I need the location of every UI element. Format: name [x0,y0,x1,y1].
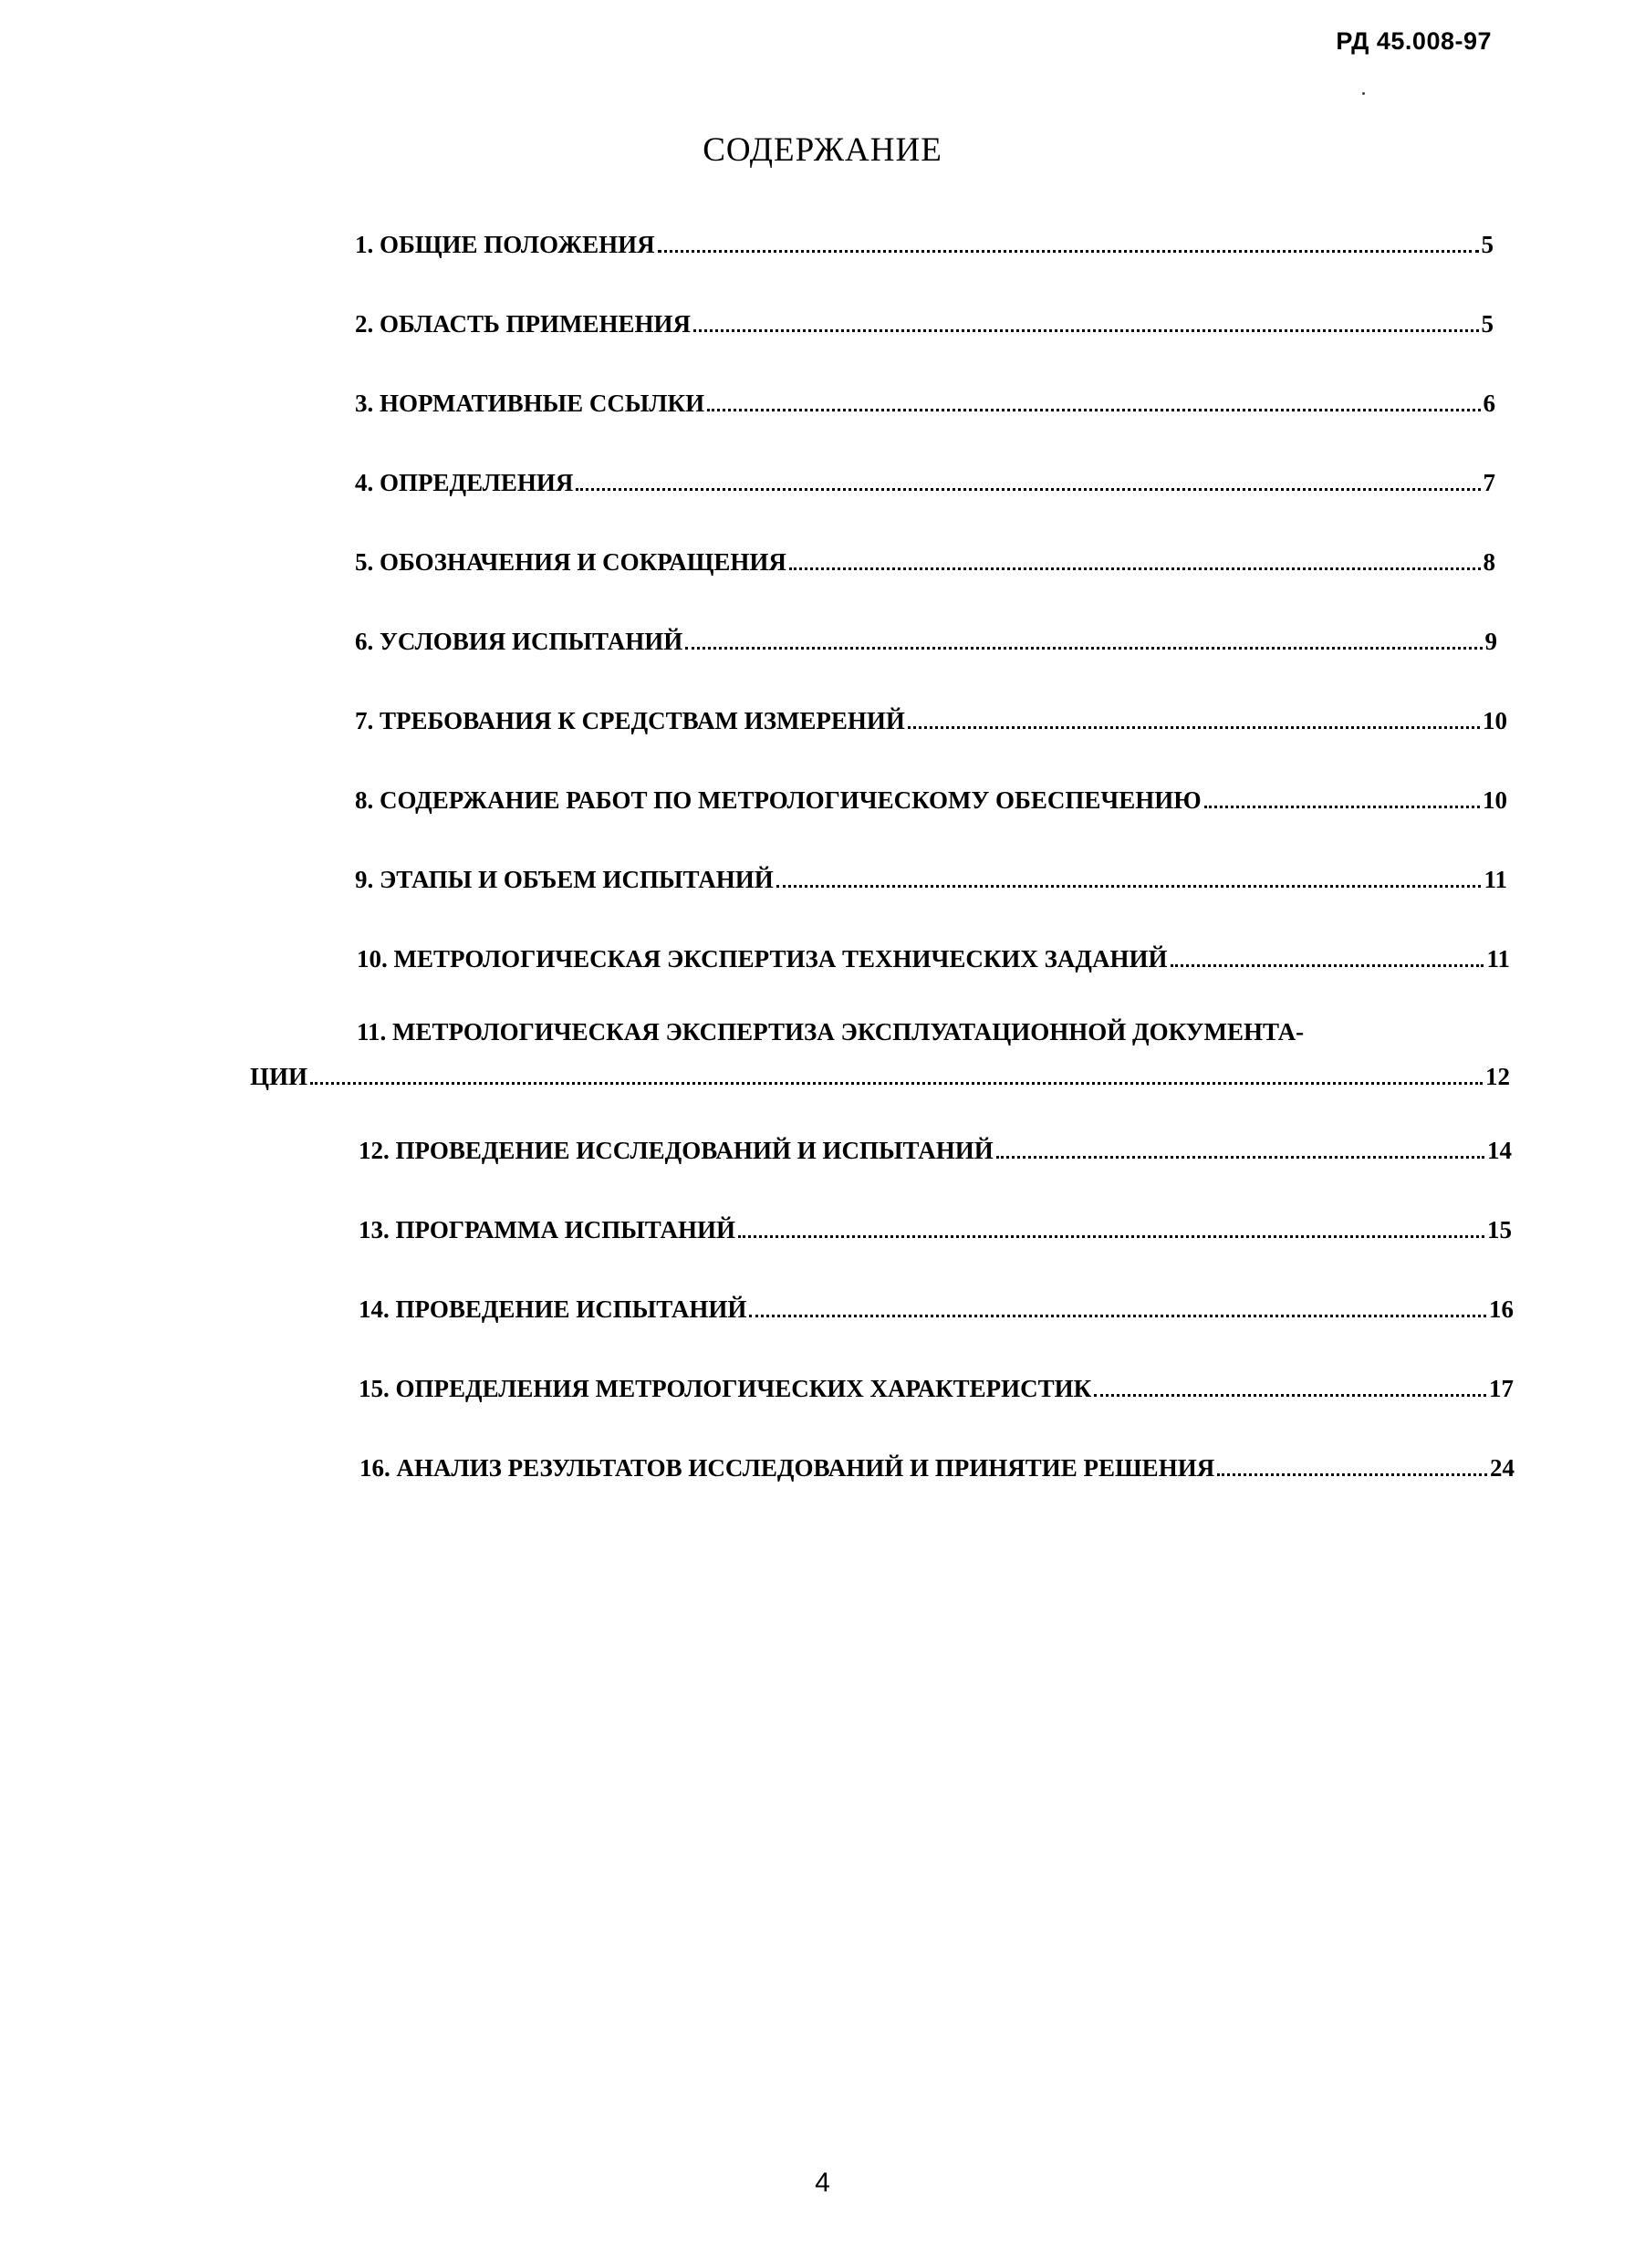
toc-entry[interactable] [357,937,1510,973]
toc-entry[interactable] [355,381,1495,418]
toc-entry-label-line1: 11. МЕТРОЛОГИЧЕСКАЯ ЭКСПЕРТИЗА ЭКСПЛУАТАЦИОННОЙ ДОКУМЕНТА- [357,1018,1305,1046]
toc-entry-label: 12. ПРОВЕДЕНИЕ ИССЛЕДОВАНИЙ И ИСПЫТАНИЙ [359,1137,994,1164]
toc-entry-label: 3. НОРМАТИВНЫЕ ССЫЛКИ [355,390,705,417]
toc-leader-dots [1217,1473,1487,1476]
toc-entry-page: 17 [1489,1375,1514,1402]
toc-entry[interactable] [359,1287,1514,1324]
toc-entry-page: 12 [1485,1063,1510,1090]
toc-entry-page: 10 [1483,786,1507,814]
toc-entry[interactable] [355,619,1497,656]
page-number: 4 [815,2168,830,2198]
toc-entry-label: 1. ОБЩИЕ ПОЛОЖЕНИЯ [355,231,655,258]
toc-entry-label: 16. АНАЛИЗ РЕЗУЛЬТАТОВ ИССЛЕДОВАНИЙ И ПРИНЯТИЕ РЕШЕНИЯ [359,1454,1215,1482]
toc-entry-page: 6 [1483,390,1495,417]
toc-entry-label: 9. ЭТАПЫ И ОБЪЕМ ИСПЫТАНИЙ [355,866,774,893]
toc-leader-dots [310,1082,1483,1085]
toc-entry[interactable] [359,1129,1512,1165]
toc-entry-label: 8. СОДЕРЖАНИЕ РАБОТ ПО МЕТРОЛОГИЧЕСКОМУ ОБЕСПЕЧЕНИЮ [355,786,1202,814]
toc-entry-page: 5 [1481,231,1494,258]
toc-entry[interactable] [355,223,1494,259]
toc-entry-label: 15. ОПРЕДЕЛЕНИЯ МЕТРОЛОГИЧЕСКИХ ХАРАКТЕРИСТИК [359,1375,1092,1402]
toc-leader-dots [1171,964,1484,967]
toc-entry-label: 2. ОБЛАСТЬ ПРИМЕНЕНИЯ [355,310,692,338]
toc-leader-dots [1094,1394,1486,1397]
toc-entry[interactable] [359,1208,1512,1244]
toc-entry[interactable] [359,1367,1514,1403]
toc-leader-dots [576,488,1480,491]
scan-speck [1362,92,1365,95]
toc-entry-label: 13. ПРОГРАММА ИСПЫТАНИЙ [359,1216,735,1243]
toc-entry-label: 4. ОПРЕДЕЛЕНИЯ [355,469,574,496]
toc-entry-label: 6. УСЛОВИЯ ИСПЫТАНИЙ [355,628,683,655]
toc-entry[interactable] [355,858,1507,894]
toc-entry-label: 5. ОБОЗНАЧЕНИЯ И СОКРАЩЕНИЯ [355,548,786,576]
toc-entry-page: 15 [1487,1216,1512,1243]
toc-entry-wrapped[interactable] [250,1018,1510,1095]
toc-entry-page: 11 [1484,866,1507,893]
toc-leader-dots [658,250,1479,253]
toc-leader-dots [776,885,1482,888]
toc-entry-label: 14. ПРОВЕДЕНИЕ ИСПЫТАНИЙ [359,1295,747,1323]
toc-entry-page: 9 [1484,628,1497,655]
toc-entry-page: 14 [1487,1137,1512,1164]
toc-leader-dots [1204,806,1480,808]
toc-leader-dots [996,1156,1484,1159]
toc-entry-page: 7 [1483,469,1495,496]
toc-entry-page: 8 [1483,548,1495,576]
toc-leader-dots [685,647,1482,650]
toc-entry[interactable] [359,1446,1515,1483]
toc-entry[interactable] [355,699,1507,735]
toc-entry[interactable] [355,778,1507,815]
toc-entry-page: 5 [1481,310,1494,338]
toc-entry-page: 11 [1486,945,1510,973]
toc-leader-dots [789,567,1481,570]
toc-entry[interactable] [355,461,1495,497]
toc-leader-dots [749,1315,1486,1317]
toc-leader-dots [707,409,1480,411]
toc-entry-page: 16 [1489,1295,1514,1323]
toc-entry-label: 7. ТРЕБОВАНИЯ К СРЕДСТВАМ ИЗМЕРЕНИЙ [355,707,905,734]
toc-leader-dots [908,726,1480,729]
toc-entry-label: 10. МЕТРОЛОГИЧЕСКАЯ ЭКСПЕРТИЗА ТЕХНИЧЕСКИХ ЗАДАНИЙ [357,945,1168,973]
toc-entry[interactable] [355,540,1495,577]
toc-entry[interactable] [355,302,1494,338]
toc-leader-dots [693,329,1478,332]
toc-entry-page: 24 [1490,1454,1515,1482]
toc-entry-label-line2: ЦИИ [250,1063,308,1090]
toc-leader-dots [738,1235,1484,1238]
document-code: РД 45.008-97 [1336,27,1492,55]
toc-entry-page: 10 [1483,707,1507,734]
toc-title: СОДЕРЖАНИЕ [703,131,942,169]
